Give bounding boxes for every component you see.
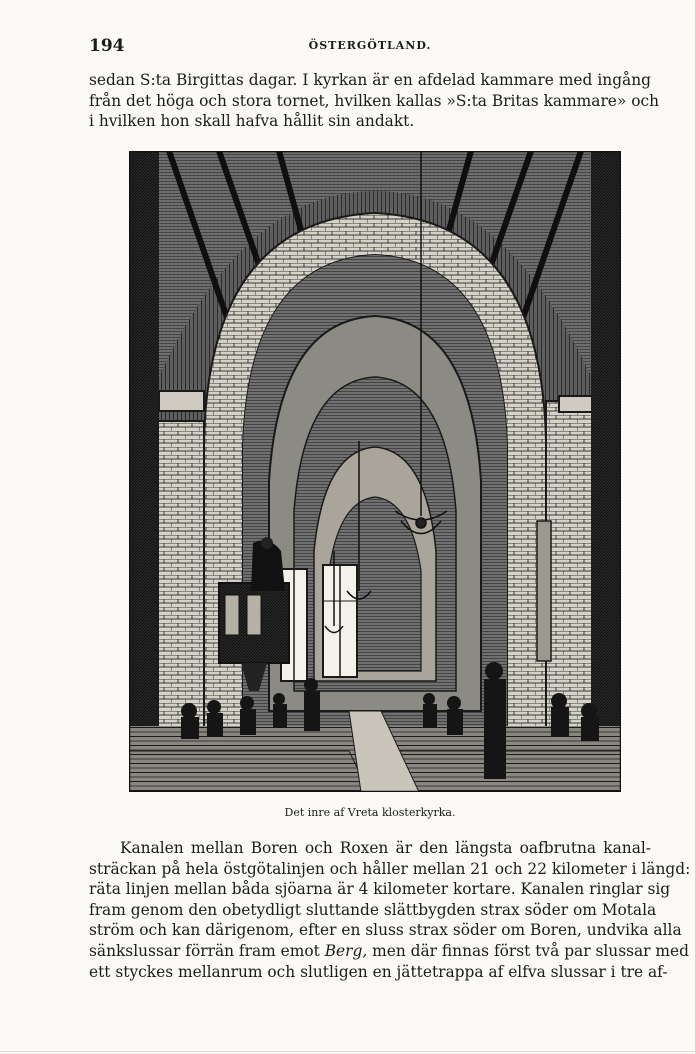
page-bottom-edge [0, 1051, 696, 1052]
text-line-with-emphasis [89, 941, 689, 962]
page-header [89, 36, 651, 60]
main-paragraph [89, 838, 691, 982]
church-interior-illustration [129, 151, 621, 792]
text-line: Kanalen mellan Boren och Roxen är den längsta oafbrutna kanal- [120, 839, 651, 857]
intro-paragraph [89, 70, 660, 132]
text-line: sträckan på hela östgötalinjen och håller mellan 21 och 22 kilometer i längd: [89, 859, 691, 878]
running-title: ÖSTERGÖTLAND. [308, 39, 432, 52]
text-fragment: sänkslussar förrän fram emot [89, 941, 325, 960]
text-line: i hvilken hon skall hafva hållit sin andakt. [89, 112, 415, 131]
text-line: ett styckes mellanrum och slutligen en jättetrappa af elfva slussar i tre af- [89, 962, 668, 981]
page-number: 194 [89, 36, 125, 56]
illustration-caption: Det inre af Vreta klosterkyrka. [284, 806, 456, 819]
text-line: sedan S:ta Birgittas dagar. I kyrkan är en afdelad kammare med ingång [89, 71, 651, 89]
text-line: fram genom den obetydligt sluttande slättbygden strax söder om Motala [89, 900, 657, 919]
text-fragment: men där finnas först två par slussar med [367, 941, 689, 960]
place-name-berg: Berg, [324, 941, 368, 960]
text-line: räta linjen mellan båda sjöarna är 4 kilometer kortare. Kanalen ringlar sig [89, 880, 671, 899]
text-line: från det höga och stora tornet, hvilken kallas »S:ta Britas kammare» och [89, 91, 660, 110]
text-line: ström och kan därigenom, efter en sluss strax söder om Boren, undvika alla [89, 921, 682, 940]
